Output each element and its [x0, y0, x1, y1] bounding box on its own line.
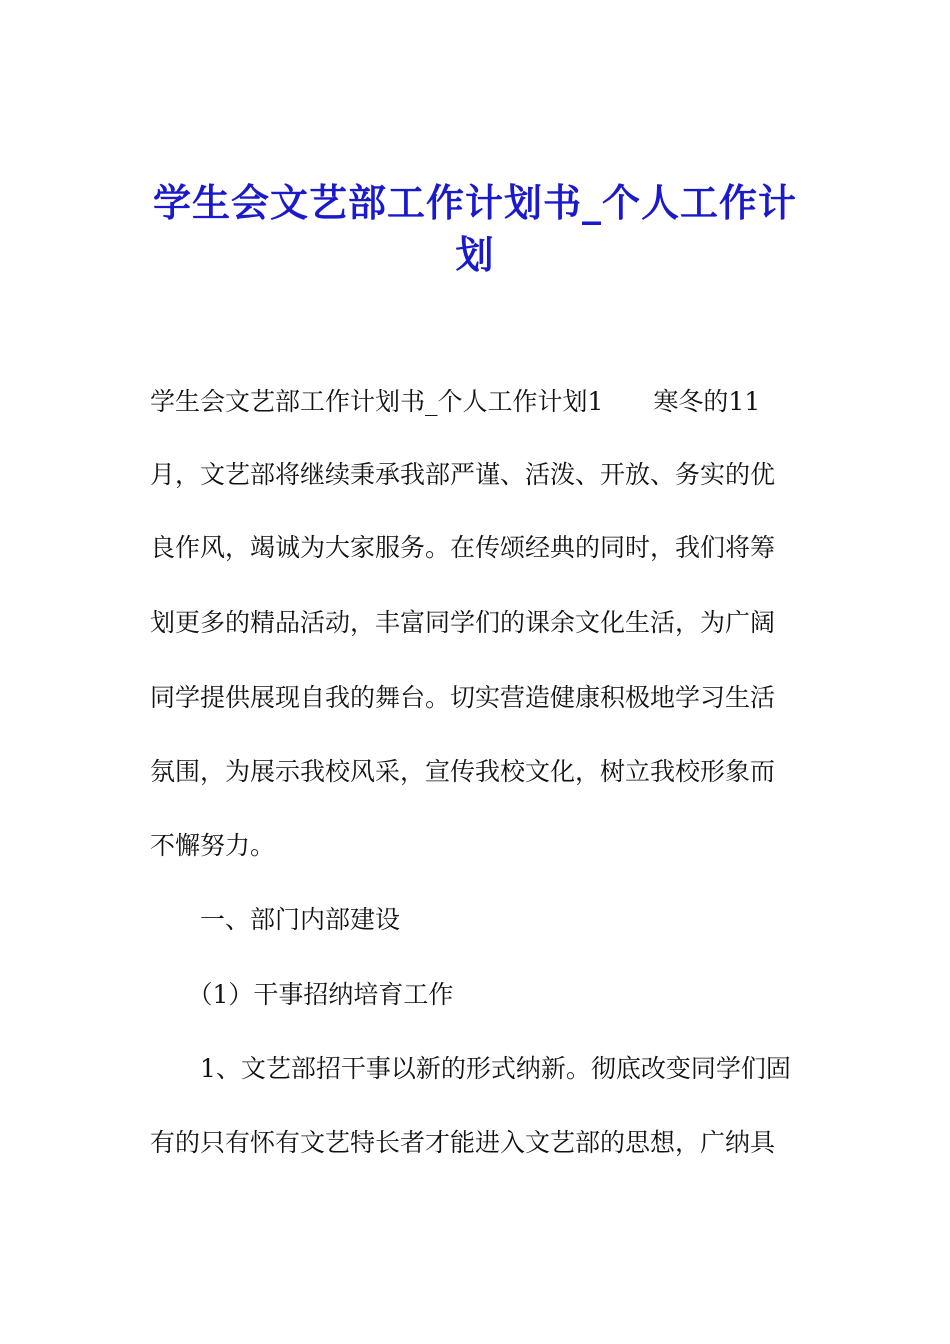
subsection-heading: （1）干事招纳培育工作 [150, 980, 454, 1009]
body-line-10: 1、文艺部招干事以新的形式纳新。彻底改变同学们固 [150, 1054, 791, 1083]
body-line-5: 同学提供展现自我的舞台。切实营造健康积极地学习生活 [150, 683, 776, 712]
body-line-2: 月，文艺部将继续秉承我部严谨、活泼、开放、务实的优 [150, 460, 776, 489]
title-line-1: 学生会文艺部工作计划书_个人工作计 [152, 180, 797, 225]
body-line-7: 不懈努力。 [150, 831, 276, 860]
title-line-2: 划 [455, 232, 495, 277]
document-title [0, 177, 950, 281]
section-heading: 一、部门内部建设 [150, 905, 401, 934]
body-line-11: 有的只有怀有文艺特长者才能进入文艺部的思想，广纳具 [150, 1128, 776, 1157]
body-line-4: 划更多的精品活动，丰富同学们的课余文化生活，为广阔 [150, 608, 776, 637]
body-line-1: 学生会文艺部工作计划书_个人工作计划1 寒冬的11 [150, 387, 761, 416]
body-line-3: 良作风，竭诚为大家服务。在传颂经典的同时，我们将筹 [150, 533, 776, 562]
body-line-6: 氛围，为展示我校风采，宣传我校文化，树立我校形象而 [150, 757, 776, 786]
